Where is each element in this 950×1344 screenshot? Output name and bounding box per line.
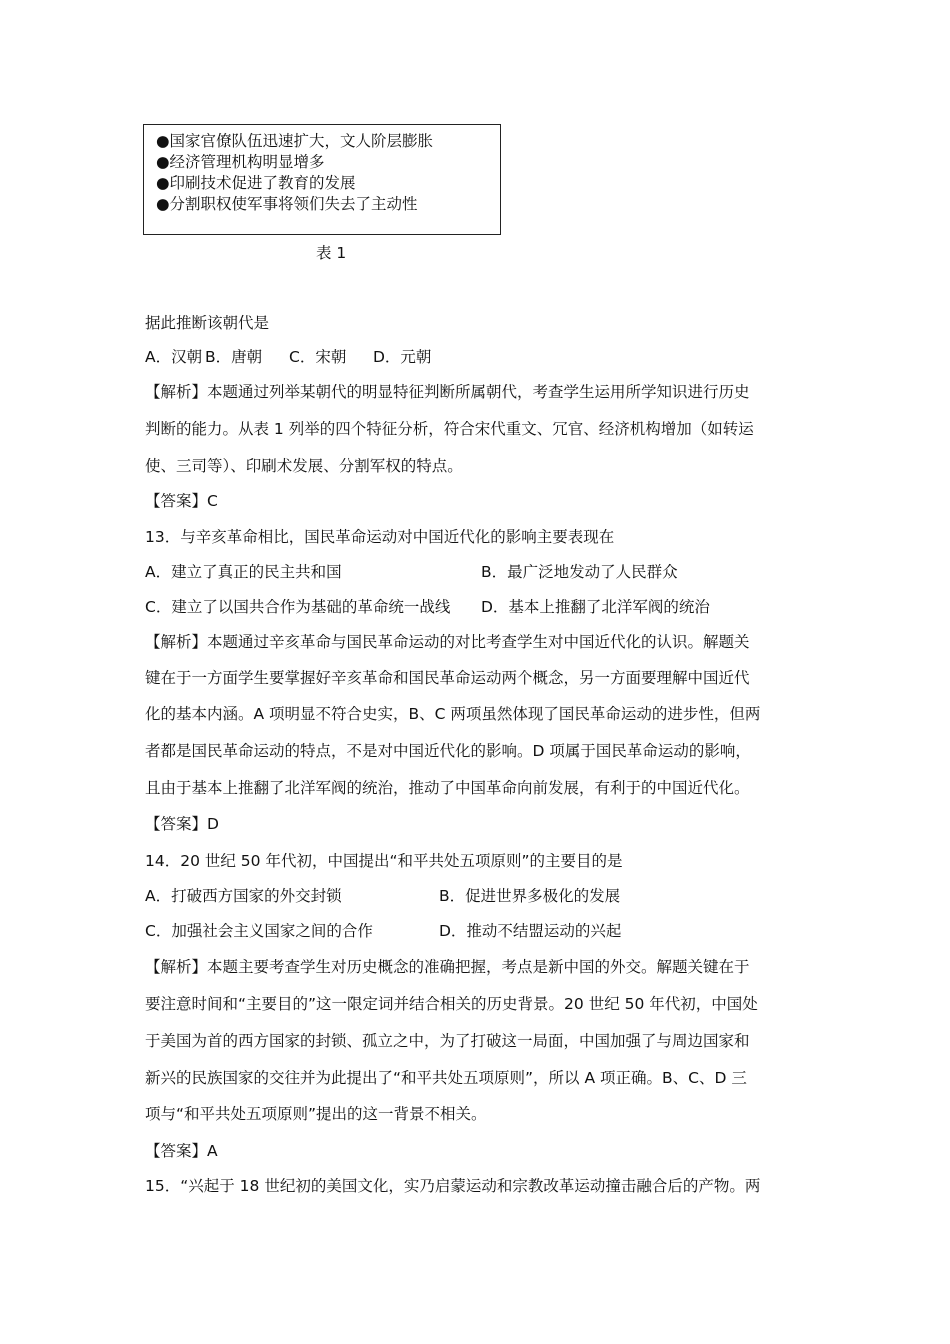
option-a: A．汉朝 (145, 348, 203, 366)
option-c: C．加强社会主义国家之间的合作 (145, 922, 373, 940)
q14-stem: 14．20 世纪 50 年代初，中国提出“和平共处五项原则”的主要目的是 (145, 852, 623, 870)
analysis-line: 项与“和平共处五项原则”提出的这一背景不相关。 (145, 1105, 487, 1123)
option-d: D．基本上推翻了北洋军阀的统治 (481, 598, 710, 616)
analysis-line: 【解析】本题通过辛亥革命与国民革命运动的对比考查学生对中国近代化的认识。解题关 (145, 633, 750, 651)
analysis-line: 【解析】本题通过列举某朝代的明显特征判断所属朝代，考查学生运用所学知识进行历史 (145, 383, 750, 401)
analysis-line: 判断的能力。从表 1 列举的四个特征分析，符合宋代重文、冗官、经济机构增加（如转运 (145, 420, 754, 438)
option-b: B．唐朝 (205, 348, 263, 366)
analysis-line: 【解析】本题主要考查学生对历史概念的准确把握，考点是新中国的外交。解题关键在于 (145, 958, 750, 976)
analysis-line: 化的基本内涵。A 项明显不符合史实，B、C 两项虽然体现了国民革命运动的进步性，但两 (145, 705, 761, 723)
table-caption: 表 1 (316, 244, 347, 262)
q12-prompt: 据此推断该朝代是 (145, 314, 270, 332)
q13-options-row-2 (145, 596, 710, 618)
option-d: D．推动不结盟运动的兴起 (439, 922, 622, 940)
analysis-line: 且由于基本上推翻了北洋军阀的统治，推动了中国革命向前发展，有利于的中国近代化。 (145, 779, 750, 797)
q13-stem: 13．与辛亥革命相比，国民革命运动对中国近代化的影响主要表现在 (145, 528, 615, 546)
table-row: ●经济管理机构明显增多 (156, 153, 325, 171)
analysis-line: 要注意时间和“主要目的”这一限定词并结合相关的历史背景。20 世纪 50 年代初，中国处 (145, 995, 758, 1013)
answer-line: 【答案】C (145, 492, 218, 510)
q14-options-row-2 (145, 920, 621, 942)
q12-options (145, 346, 431, 368)
analysis-line: 键在于一方面学生要掌握好辛亥革命和国民革命运动两个概念，另一方面要理解中国近代 (145, 669, 750, 687)
answer-line: 【答案】A (145, 1142, 218, 1160)
table-row: ●国家官僚队伍迅速扩大，文人阶层膨胀 (156, 132, 434, 150)
option-a: A．建立了真正的民主共和国 (145, 563, 342, 581)
table-row: ●分割职权使军事将领们失去了主动性 (156, 195, 418, 213)
analysis-line: 于美国为首的西方国家的封锁、孤立之中，为了打破这一局面，中国加强了与周边国家和 (145, 1032, 750, 1050)
q15-stem: 15．“兴起于 18 世纪初的美国文化，实乃启蒙运动和宗教改革运动撞击融合后的产物。两 (145, 1177, 761, 1195)
table-row: ●印刷技术促进了教育的发展 (156, 174, 356, 192)
option-d: D．元朝 (373, 348, 432, 366)
q13-options-row-1 (145, 561, 678, 583)
option-c: C．建立了以国共合作为基础的革命统一战线 (145, 598, 451, 616)
q14-options-row-1 (145, 885, 620, 907)
table-1-box (143, 124, 501, 235)
option-b: B．最广泛地发动了人民群众 (481, 563, 678, 581)
analysis-line: 者都是国民革命运动的特点，不是对中国近代化的影响。D 项属于国民革命运动的影响， (145, 742, 751, 760)
option-b: B．促进世界多极化的发展 (439, 887, 621, 905)
option-a: A．打破西方国家的外交封锁 (145, 887, 342, 905)
answer-line: 【答案】D (145, 815, 219, 833)
analysis-line: 使、三司等）、印刷术发展、分割军权的特点。 (145, 457, 463, 475)
option-c: C．宋朝 (289, 348, 347, 366)
analysis-line: 新兴的民族国家的交往并为此提出了“和平共处五项原则”，所以 A 项正确。B、C、D 三 (145, 1069, 747, 1087)
